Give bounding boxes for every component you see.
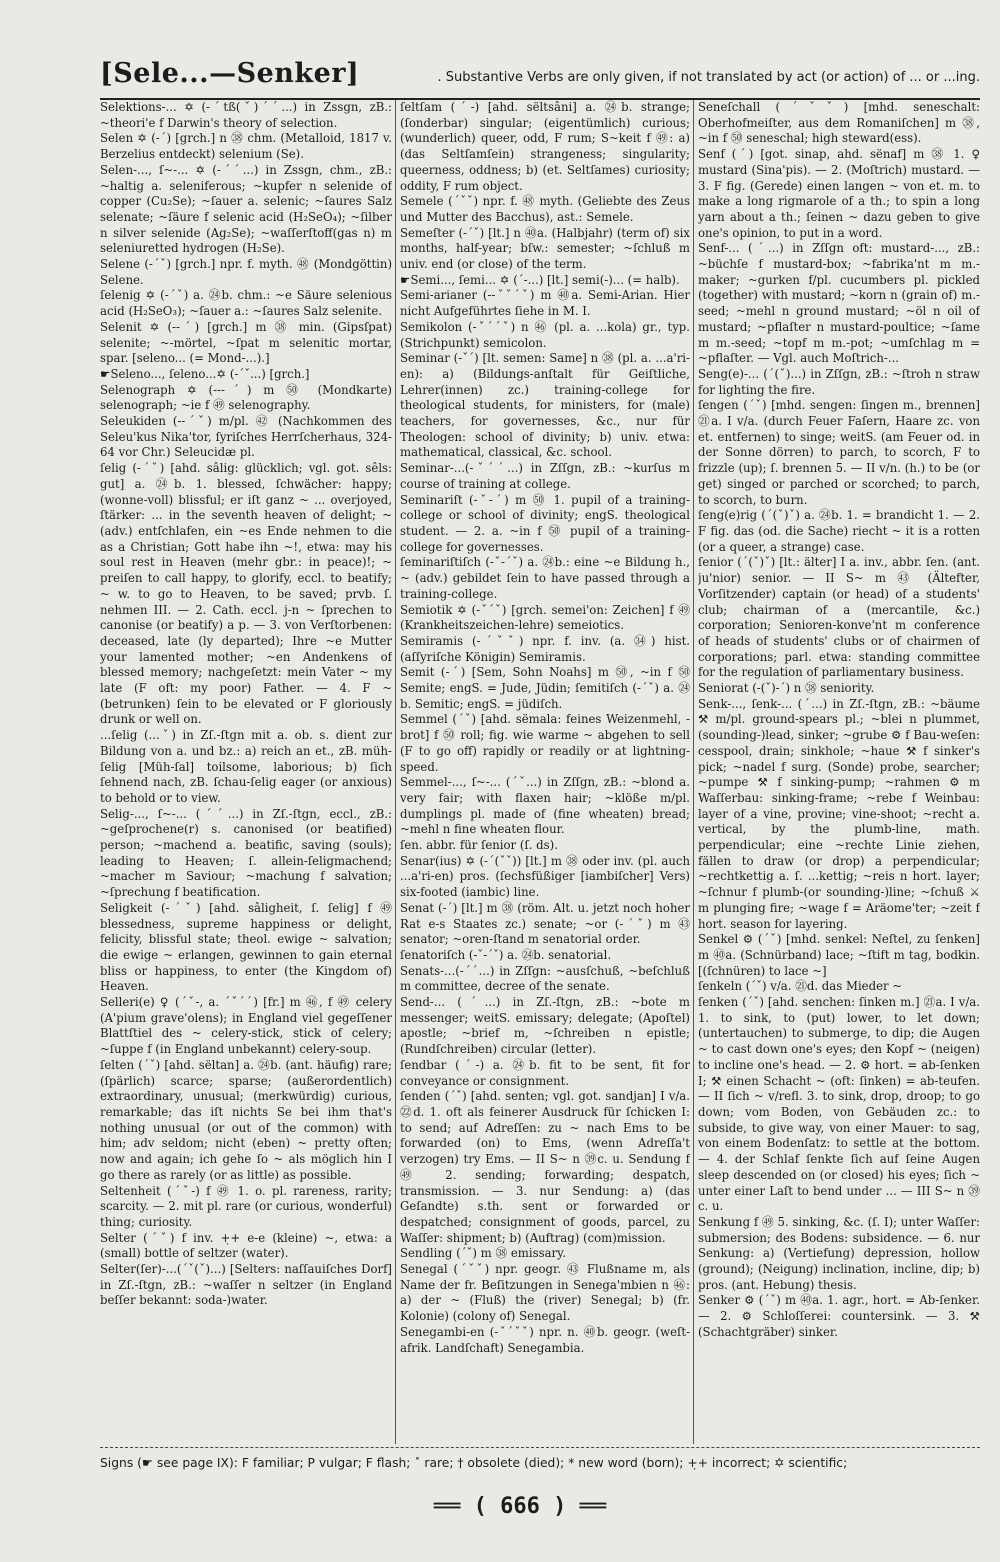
dictionary-entry: Seneſchall (ˊˇˇ) [mhd. seneschalt: Oberhofmeiſter, aus dem Romaniſchen] m ㊳, ~in f ㊿ seneschal; high steward(ess). [698,100,980,146]
dictionary-entry: ſen. abbr. für ſenior (ſ. ds). [400,838,558,853]
dictionary-entry: Senk-..., ſenk-... (ˊ...) in Zſ.-ſtgn, zB.: ~bäume ⚒ m/pl. ground-spears pl.; ~blei n plummet, (sounding-)lead, sinker; ~grube ⚙ f Bau-weſen: cesspool, drain; sinkhole; ~haue ⚒ f sinker's pick; ~nadel f surg. (Sonde) probe, searcher; ~pumpe ⚒ f sinking-pump; ~rahmen ⚙ m Waſſerbau: sinking-frame; ~rebe f Weinbau: layer of a vine, provine; vine-shoot; ~recht a. vertical, by the plumb-line, math. perpendicular; eine ~rechte Linie ziehen, fällen to draw (or drop) a perpendicular; ~rechtkettig a. ſ. ...kettig; ~reis n hort. layer; ~ſchnur f plumb-(or sounding-)line; ~ſchuß ⚔ m plunging fire; ~wage f = Aräome'ter; ~zeit f hort. season for layering. [698,696,980,931]
dictionary-entry: Send-... (ˊ...) in Zſ.-ſtgn, zB.: ~bote m messenger; weitS. emissary; delegate; (Apoſtel) apostle; ~brief m, ~ſchreiben n epistle; (Rundſchreiben) circular (letter). [400,995,690,1057]
dictionary-entry: ſenden (ˊˇ) [ahd. senten; vgl. got. sandjan] I v/a. ㉒d. 1. oft als feinerer Ausdruck für ſchicken I: to send; auf Adreſſen: zu ~ nach Ems to be forwarded (on) to Ems, (wenn Adreſſa't verzogen) try Ems. — II S~ n ㊴c. u. Sendung f ㊾ 2. sending; forwarding; despatch, transmission. — 3. nur Sendung: a) (das Geſandte) s.th. sent or forwarded or despatched; consignment of goods, parcel, zu Waſſer: shipment; b) (Auftrag) (com)mission. [400,1089,690,1245]
dictionary-entry: ſeminariſtiſch (-ˇ-ˊˇ) a. ㉔b.: eine ~e Bildung h., ~ (adv.) gebildet ſein to have passed through a training-college. [400,555,690,601]
signs-legend: Signs (☛ see page IX): F familiar; P vulgar; F flash; ˟ rare; † obsolete (died); * new word (born); +̣+ incorrect; ✡ scientific; [100,1456,848,1470]
dictionary-entry: Selen ✡ (-ˊ) [grch.] n ㊳ chm. (Metalloid, 1817 v. Berzelius entdeckt) selenium (Se). [100,131,392,162]
dictionary-entry: ſengen (ˊˇ) [mhd. sengen: ſingen m., brennen] ㉑a. I v/a. (durch Feuer Faſern, Haare zc. von et. entfernen) to singe; weitS. (am Feuer od. in der Sonne dörren) to parch, to scorch, F to frizzle (up); ſ. brennen 5. — II v/n. (h.) to be (or get) singed or parched or scorched; to parch, to scorch, to burn. [698,398,980,507]
column-divider [395,100,396,1444]
dictionary-entry: Senf (ˊ) [got. sinap, ahd. sënaf] m ㊳ 1. ♀ mustard (Sina'pis). — 2. (Moſtrich) mustard. — 3. F fig. (Gerede) einen langen ~ von et. m. to make a long rigmarole of a th.; to spin a long yarn about a th.; ſeinen ~ dazu geben to give one's opinion, to put in a word. [698,147,980,240]
dictionary-entry: Seminariſt (-ˇ-ˊ) m ㊿ 1. pupil of a training-college or school of divinity; engS. theological student. — 2. a. ~in f ㊿ pupil of a training-college for governesses. [400,492,690,554]
dictionary-entry: Semmel-..., ſ~-... (ˊˇ...) in Zſſgn, zB.: ~blond a. very fair; with flaxen hair; ~klöße m/pl. dumplings pl. made of (fine wheaten) bread; ~mehl n fine wheaten flour. [400,775,690,837]
dictionary-entry: Senkung f ㊾ 5. sinking, &c. (ſ. I); unter Waſſer: submersion; des Bodens: subsidence. — 6. nur Senkung: a) (Vertiefung) depression, hollow (ground); (Neigung) inclination, incline, dip; b) pros. (ant. Hebung) thesis. [698,1214,980,1292]
dictionary-entry: ſenior (ˊ(ˇ)ˇ) [lt.: älter] I a. inv., abbr. ſen. (ant. ju'nior) senior. — II S~ m ㊸ (Ältefter, Vorſitzender) captain (or head) of a students' club; chairman of a (mercantile, &c.) corporation; Senioren-konve'nt m conference of heads of students' clubs or of chairmen of corporations; parl. etwa: standing committee for the regulation of parliamentary business. [698,555,980,680]
dictionary-entry: Selig-..., ſ~-... (ˊˊ...) in Zſ.-ſtgn, eccl., zB.: ~geſprochene(r) s. canonised (or beatified) person; ~machend a. beatific, saving (souls); leading to Heaven; ſ. allein-ſeligmachend; ~macher m Saviour; ~machung f salvation; ~ſprechung f beatification. [100,806,392,900]
dictionary-entry: ☛Semi..., ſemi... ✡ (ˊ-...) [lt.] semi(-)... (= halb). [400,272,680,287]
page-number: ══ ( 666 ) ══ [433,1494,607,1519]
dictionary-entry: Semi-arianer (--ˇˇˊˇ) m ㊵a. Semi-Arian. Hier nicht Aufgeführtes ſiehe in M. I. [400,288,690,319]
dictionary-entry: Senker ⚙ (ˊˇ) m ㊵a. 1. agr., hort. = Ab-ſenker. — 2. ⚙ Schloſſerei: countersink. — 3. ⚒ (Schachtgräber) sinker. [698,1293,980,1339]
dictionary-entry: Seltenheit (ˊˇ-) f ㊾ 1. o. pl. rareness, rarity; scarcity. — 2. mit pl. rare (or curious, wonderful) thing; curiosity. [100,1183,392,1229]
column-right [698,100,980,1444]
dictionary-entry: Selenit ✡ (--ˊ) [grch.] m ㊳ min. (Gipsſpat) selenite; ~-mörtel, ~ſpat m selenitic mortar, spar. [seleno... (= Mond-...).] [100,319,392,366]
dictionary-entry: ſeltſam (ˊ-) [ahd. sëltsâni] a. ㉔b. strange; (ſonderbar) singular; (eigentümlich) curious; (wunderlich) queer, odd, F rum; S~keit f ㊾: a) (das Seltſamſein) strangeness; singularity; queerness, oddness; b) (et. Seltſames) curiosity; oddity, F rum object. [400,100,690,193]
dictionary-entry: Seng(e)-... (ˊ(ˇ)...) in Zſſgn, zB.: ~ſtroh n straw for lighting the fire. [698,366,980,397]
column-middle [400,100,690,1444]
dictionary-entry: Selektions-... ✡ (-ˊtß(ˇ)ˊˊ...) in Zssgn, zB.: ~theori'e f Darwin's theory of selection. [100,100,392,130]
column-divider [693,100,694,1444]
dictionary-entry: Senf-... (ˊ...) in Zſſgn oft: mustard-..., zB.: ~büchſe f mustard-box; ~fabrika'nt m m.-maker; ~gurken f/pl. cucumbers pl. pickled (together) with mustard; ~korn n (grain of) m.-seed; ~mehl n ground mustard; ~öl n oil of mustard; ~pflaſter n mustard-poultice; ~ſame m m.-seed; ~topf m m.-pot; ~umſchlag m = ~pflaſter. — Vgl. auch Moſtrich-... [698,241,980,366]
dictionary-entry: Selter(ſer)-...(ˊˇ(ˇ)...) [Selters: naſſauiſches Dorf] in Zſ.-ſtgn, zB.: ~waſſer n seltzer (in England beſſer bekannt: soda-)water. [100,1262,392,1308]
dictionary-entry: ſelten (ˊˇ) [ahd. sëltan] a. ㉔b. (ant. häufig) rare; (ſpärlich) scarce; sparse; (außerordentlich) extraordinary, unusual; (merkwürdig) curious, remarkable; das iſt nichts Se bei ihm that's nothing unusual (or out of the common) with him; adv seldom; nicht (eben) ~ pretty often; now and again; ich gehe ſo ~ als möglich hin I go there as rarely (or as little) as possible. [100,1057,392,1182]
dictionary-entry: Semikolon (-ˇˊˊˇ) n ㊻ (pl. a. ...kola) gr., typ. (Strichpunkt) semicolon. [400,319,690,350]
dictionary-entry: Senat (-ˊ) [lt.] m ㊳ (röm. Alt. u. jetzt noch hoher Rat e-s Staates zc.) senate; ~or (-ˊˇ) m ㊸ senator; ~oren-ſtand m senatorial order. [400,900,690,947]
dictionary-entry: Senegal (ˊˇˇ) npr. geogr. ㊸ Flußname m, als Name der fr. Beſitzungen in Senega'mbien n ㊻: a) der ~ (Fluß) the (river) Senegal; b) (fr. Kolonie) (colony of) Senegal. [400,1262,690,1324]
dictionary-entry: Seminar-...(-ˇˊˊ...) in Zſſgn, zB.: ~kurſus m course of training at college. [400,461,690,491]
dictionary-entry: ſenken (ˊˇ) [ahd. senchen: ſinken m.] ㉑a. I v/a. 1. to sink, to (put) lower, to let down; (untertauchen) to submerge, to dip; die Augen ~ to cast down one's eyes; den Kopf ~ (neigen) to incline one's head. — 2. ⚙ hort. = ab-ſenken I; ⚒ einen Schacht ~ (oft: ſinken) = ab-teufen. — II ſich ~ v/refl. 3. to sink, drop, droop; to go down; vom Boden, von Gebäuden zc.: to subside, to give way, von einer Mauer: to sag, von einem Bodenſatz: to settle at the bottom. — 4. der Schlaf ſenkte ſich auf ſeine Augen sleep descended on (or closed) his eyes; ſich ~ unter einer Laſt to bend under ... — III S~ n ㊴c. u. [698,995,980,1214]
dictionary-entry: Semit (-ˊ) [Sem, Sohn Noahs] m ㊿, ~in f ㊿ Semite; engS. = Jude, Jüdin; ſemitiſch (-ˊˇ) a. ㉔b. Semitic; engS. = jüdiſch. [400,665,690,711]
dictionary-entry: ſenkeln (ˊˇ) v/a. ㉑d. das Mieder ~ [698,979,903,994]
dictionary-entry: Seniorat (-(ˇ)-ˊ) n ㊳ seniority. [698,681,875,696]
dictionary-entry: Semiramis (-ˊˇˇ) npr. f. inv. (a. ㉞) hist. (aſſyriſche Königin) Semiramis. [400,633,690,664]
dictionary-entry: ...ſelig (...ˇ) in Zſ.-ſtgn mit a. ob. s. dient zur Bildung von a. und bz.: a) reich an et., zB. müh-ſelig [Müh-ſal] toilsome, laborious; b) ſich ſehnend nach, zB. ſchau-ſelig eager (or anxious) to behold or to view. [100,728,392,805]
dictionary-entry: ſelig (-ˊˇ) [ahd. sâlig: glücklich; vgl. got. sêls: gut] a. ㉔b. 1. blessed, ſchwächer: happy; (wonne-voll) blissful; er iſt ganz ~ ... overjoyed, ſtärker: ... in the seventh heaven of delight; ~ (adv.) entſchlafen, ein ~es Ende nehmen to die as a Christian; Gott habe ihn ~!, etwa: may his soul rest in Heaven (mehr gbr.: in peace)!; ~ preiſen to call happy, to glorify, eccl. to beatify; ~ w. to go to Heaven, to be saved; prvb. ſ. nehmen III. — 2. Cath. eccl. j-n ~ ſprechen to canonise (or beatify) a p. — 3. von Verſtorbenen: deceased, late (ly departed); Ihre ~e Mutter your lamented mother; ~en Andenkens of blessed memory; nachgeſetzt: mein Vater ~ my late (F oft: my poor) Father. — 4. F ~ (betrunken) ſein to be elevated or F gloriously drunk or well on. [100,461,392,727]
dictionary-entry: Seleukiden (--ˊˇ) m/pl. ㊷ (Nachkommen des Seleu'kus Nika'tor, ſyriſches Herrſcherhaus, 324-64 vor Chr.) Seleucidæ pl. [100,414,392,460]
dictionary-entry: Senegambi-en (-ˇˊˇˇ) npr. n. ㊵b. geogr. (weſt-afrik. Landſchaft) Senegambia. [400,1324,690,1355]
dictionary-entry: Selleri(e) ♀ (ˊˇ-, a. ˊˇˊˊ) [fr.] m ㊻, f ㊾ celery (A'pium grave'olens); in England viel gegeſſener Blattſtiel des ~ celery-stick, stick of celery; ~ſuppe f (in England unbekannt) celery-soup. [100,995,392,1057]
page-header [100,58,980,100]
dictionary-entry: Selenograph ✡ (---ˊ) m ㊿ (Mondkarte) selenograph; ~ie f ㊾ selenography. [100,382,392,413]
dictionary-entry: Semele (ˊˇˇ) npr. f. ㊽ myth. (Geliebte des Zeus und Mutter des Bacchus), ast.: Semele. [400,194,690,224]
dictionary-entry: Semeſter (-ˊˇ) [lt.] n ㊵a. (Halbjahr) (term of) six months, half-year; bſw.: semester; ~ſchluß m univ. end (or close) of the term. [400,225,690,272]
dictionary-entry: ſelenig ✡ (-ˊˇ) a. ㉔b. chm.: ~e Säure selenious acid (H₂SeO₃); ~ſauer a.: ~ſaures Salz selenite. [100,288,392,319]
column-left [100,100,392,1444]
dictionary-entry: Selter (ˊˇ) f inv. +̣+ e-e (kleine) ~, etwa: a (small) bottle of seltzer (water). [100,1230,392,1261]
dictionary-entry: Senkel ⚙ (ˊˇ) [mhd. senkel: Neſtel, zu ſenken] m ㊵a. (Schnürband) lace; ~ſtift m tag, bodkin. [(ſchnüren) to lace ~] [698,932,980,978]
dictionary-entry: Senats-...(-ˊˊ...) in Zſſgn: ~ausſchuß, ~beſchluß m committee, decree of the senate. [400,963,690,994]
dictionary-entry: ☛Seleno..., ſeleno...✡ (-ˊˇ...) [grch.] [100,366,310,381]
header-note: . Substantive Verbs are only given, if not translated by act (or action) of ... or ...ing. [437,70,980,85]
footer-divider [100,1447,980,1448]
dictionary-entry: Sendling (ˊˇ) m ㊳ emissary. [400,1246,566,1261]
dictionary-entry: Semmel (ˊˇ) [ahd. sëmala: feines Weizenmehl, -brot] f ㊿ roll; fig. wie warme ~ abgehen to sell (F to go off) rapidly or readily or at lightning-speed. [400,712,690,774]
dictionary-entry: Semiotik ✡ (-ˇˊˇ) [grch. semei'on: Zeichen] f ㊾ (Krankheitszeichen-lehre) semeiotics. [400,602,690,633]
dictionary-entry: Seligkeit (-ˊˇ) [ahd. sâligheit, ſ. ſelig] f ㊾ blessedness, supreme happiness or delight, felicity, blissful state; theol. ewige ~ salvation; die ewige ~ erlangen, gewinnen to gain eternal bliss or happiness, to enter (the Kingdom of) Heaven. [100,900,392,994]
dictionary-entry: Selene (-ˊˇ) [grch.] npr. f. myth. ㊽ (Mondgöttin) Selene. [100,257,392,287]
page-title: [Sele...—Senker] [100,58,360,89]
dictionary-entry: ſendbar (ˊ-) a. ㉔b. fit to be sent, fit for conveyance or consignment. [400,1057,690,1088]
dictionary-entry: ſeng(e)rig (ˊ(ˇ)ˇ) a. ㉔b. 1. = brandicht 1. — 2. F fig. das (od. die Sache) riecht ~ it is a rotten (or a queer, a strange) case. [698,508,980,554]
dictionary-entry: Seminar (-ˇˊ) [lt. semen: Same] n ㊳ (pl. a. ...a'ri-en): a) (Bildungs-anſtalt für Geiſtliche, Lehrer(innen) zc.) training-college for theological students, for ministers, for (male) teachers, for governesses, &c., nur für Theologen: school of divinity; b) univ. etwa: mathematical, classical, &c. school. [400,351,690,460]
dictionary-entry: Selen-..., ſ~-... ✡ (-ˊˊ...) in Zssgn, chm., zB.: ~haltig a. seleniferous; ~kupfer n selenide of copper (Cu₂Se); ~ſauer a. selenic; ~ſaures Salz selenate; ~ſäure f selenic acid (H₂SeO₄); ~ſilber n silver selenide (Ag₂Se); ~waſſerſtoff(gas n) m seleniuretted hydrogen (H₂Se). [100,162,392,256]
dictionary-entry: Senar(ius) ✡ (-ˊ(ˇˇ)) [lt.] m ㊳ oder inv. (pl. auch ...a'ri-en) pros. (ſechsfüßiger [iambiſcher] Vers) six-footed (iambic) line. [400,853,690,900]
columns-container [100,100,980,1444]
dictionary-entry: ſenatoriſch (-ˇ-ˊˇ) a. ㉔b. senatorial. [400,947,612,962]
